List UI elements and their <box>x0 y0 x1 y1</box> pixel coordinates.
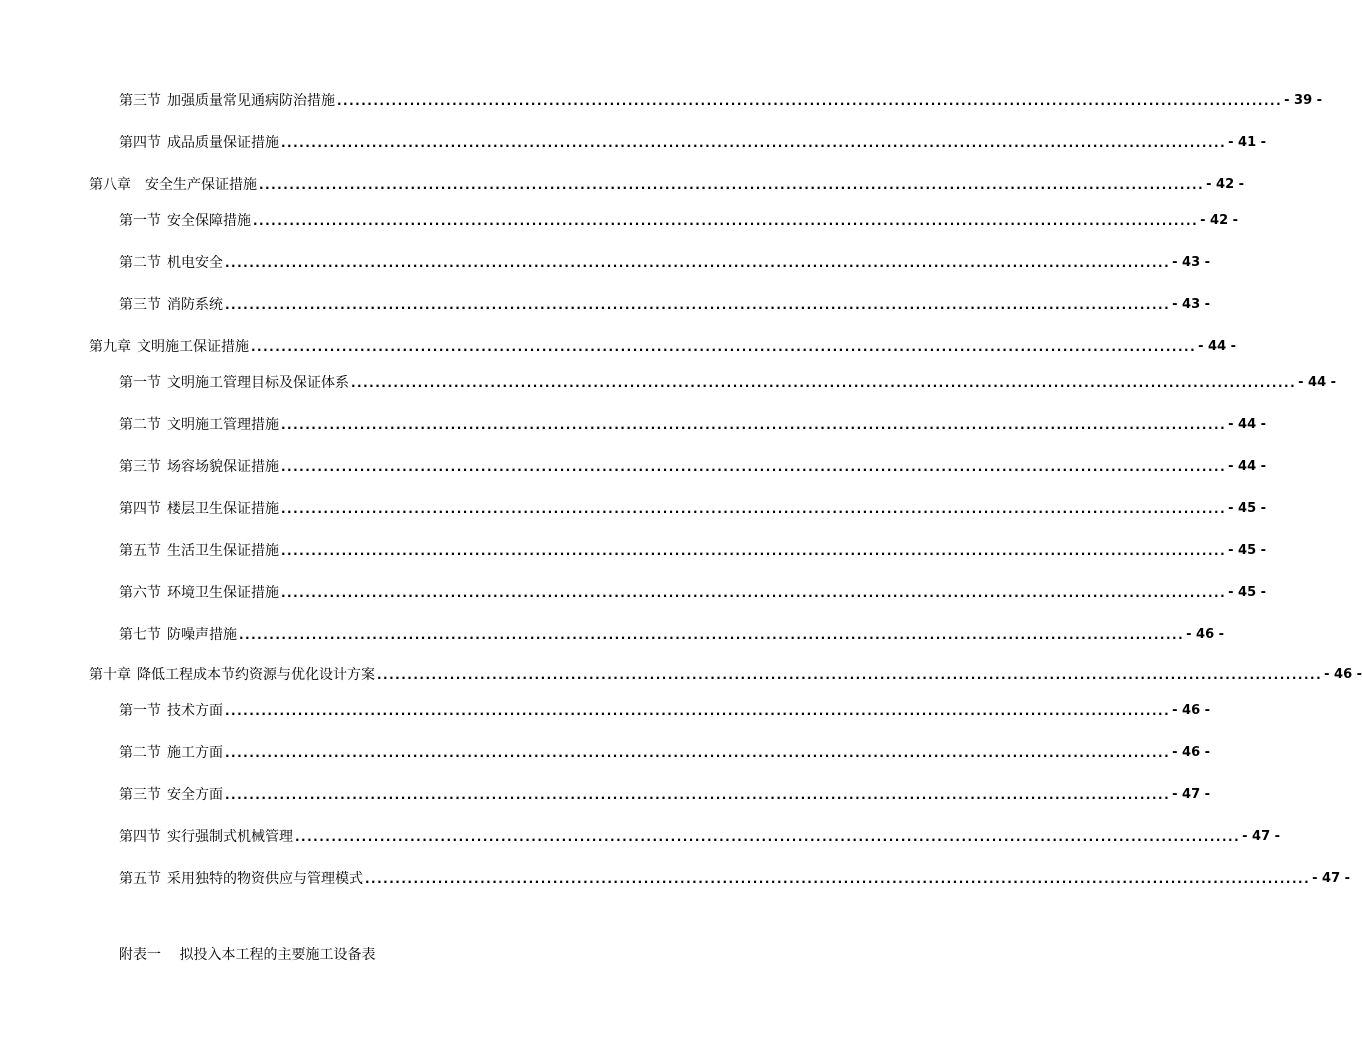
toc-entry-text: 安全生产保证措施 <box>145 177 257 193</box>
toc-entry-number: 第二节 <box>119 745 161 761</box>
toc-entry[interactable] <box>119 536 1267 560</box>
dot-leader: ............................................................................................................................................................ <box>225 746 1171 760</box>
toc-entry-text: 降低工程成本节约资源与优化设计方案 <box>137 667 375 683</box>
toc-entry-page: - 46 - <box>1186 627 1225 642</box>
toc-entry-page: - 46 - <box>1324 667 1362 682</box>
toc-entry-page: - 42 - <box>1200 213 1239 228</box>
toc-entry-number: 第六节 <box>119 585 161 601</box>
toc-entry[interactable] <box>119 696 1211 720</box>
toc-entry[interactable] <box>119 822 1281 846</box>
dot-leader: ............................................................................................................................................................ <box>225 788 1171 802</box>
dot-leader: ............................................................................................................................................................ <box>281 544 1227 558</box>
toc-entry-number: 第三节 <box>119 787 161 803</box>
toc-entry-title <box>119 500 279 518</box>
toc-entry-text: 楼层卫生保证措施 <box>167 501 279 517</box>
dot-leader: ............................................................................................................................................................ <box>281 418 1227 432</box>
toc-entry-number: 第十章 <box>89 667 131 683</box>
toc-entry-number: 第四节 <box>119 829 161 845</box>
dot-leader: ............................................................................................................................................................ <box>251 340 1197 354</box>
dot-leader: ............................................................................................................................................................ <box>377 668 1323 682</box>
appendix-title: 拟投入本工程的主要施工设备表 <box>179 947 376 963</box>
toc-entry[interactable] <box>89 170 1245 194</box>
dot-leader: ............................................................................................................................................................ <box>281 502 1227 516</box>
dot-leader: ............................................................................................................................................................ <box>253 214 1199 228</box>
toc-entry[interactable] <box>89 660 1362 684</box>
toc-entry-page: - 44 - <box>1228 459 1267 474</box>
toc-entry-title <box>119 786 223 804</box>
toc-entry-number: 第三节 <box>119 459 161 475</box>
toc-entry-text: 成品质量保证措施 <box>167 135 279 151</box>
toc-entry-number: 第二节 <box>119 255 161 271</box>
toc-entry[interactable] <box>119 780 1211 804</box>
toc-entry-number: 第四节 <box>119 501 161 517</box>
toc-entry-page: - 43 - <box>1172 297 1211 312</box>
toc-entry[interactable] <box>119 248 1211 272</box>
toc-entry-text: 文明施工管理目标及保证体系 <box>167 375 349 391</box>
toc-entry[interactable] <box>119 368 1337 392</box>
appendix-heading <box>119 944 375 964</box>
toc-entry-number: 第四节 <box>119 135 161 151</box>
appendix-label: 附表一 <box>119 947 161 963</box>
toc-entry-page: - 47 - <box>1242 829 1281 844</box>
toc-entry[interactable] <box>119 206 1239 230</box>
toc-entry-number: 第一节 <box>119 375 161 391</box>
toc-entry[interactable] <box>119 738 1211 762</box>
toc-entry[interactable] <box>89 332 1237 356</box>
toc-entry[interactable] <box>119 452 1267 476</box>
toc-entry-page: - 44 - <box>1198 339 1237 354</box>
toc-entry-title <box>89 338 249 356</box>
dot-leader: ............................................................................................................................................................ <box>351 376 1297 390</box>
toc-entry-title <box>119 458 279 476</box>
toc-entry-page: - 39 - <box>1284 93 1323 108</box>
toc-entry-text: 采用独特的物资供应与管理模式 <box>167 871 363 887</box>
toc-entry-title <box>119 374 349 392</box>
toc-entry-number: 第八章 <box>89 177 131 193</box>
dot-leader: ............................................................................................................................................................ <box>225 298 1171 312</box>
dot-leader: ............................................................................................................................................................ <box>281 460 1227 474</box>
toc-entry-page: - 46 - <box>1172 703 1211 718</box>
toc-entry-number: 第五节 <box>119 871 161 887</box>
toc-entry-number: 第五节 <box>119 543 161 559</box>
dot-leader: ............................................................................................................................................................ <box>281 136 1227 150</box>
dot-leader: ............................................................................................................................................................ <box>365 872 1311 886</box>
toc-entry-number: 第二节 <box>119 417 161 433</box>
toc-entry-number: 第一节 <box>119 213 161 229</box>
toc-entry-page: - 44 - <box>1228 417 1267 432</box>
toc-entry-number: 第七节 <box>119 627 161 643</box>
dot-leader: ............................................................................................................................................................ <box>295 830 1241 844</box>
toc-entry-number: 第三节 <box>119 297 161 313</box>
toc-entry-page: - 44 - <box>1298 375 1337 390</box>
toc-entry-page: - 45 - <box>1228 543 1267 558</box>
toc-entry-page: - 46 - <box>1172 745 1211 760</box>
toc-entry-text: 安全保障措施 <box>167 213 251 229</box>
toc-entry-text: 安全方面 <box>167 787 223 803</box>
toc-entry-title <box>119 828 293 846</box>
toc-entry-title <box>119 254 223 272</box>
toc-entry-title <box>119 744 223 762</box>
toc-entry[interactable] <box>119 86 1323 110</box>
toc-entry[interactable] <box>119 578 1267 602</box>
dot-leader: ............................................................................................................................................................ <box>239 628 1185 642</box>
toc-entry-title <box>119 212 251 230</box>
toc-entry[interactable] <box>119 410 1267 434</box>
toc-entry-title <box>119 584 279 602</box>
toc-entry-text: 文明施工管理措施 <box>167 417 279 433</box>
toc-entry-text: 生活卫生保证措施 <box>167 543 279 559</box>
toc-entry-title <box>89 666 375 684</box>
toc-entry-text: 文明施工保证措施 <box>137 339 249 355</box>
toc-entry-text: 施工方面 <box>167 745 223 761</box>
toc-entry[interactable] <box>119 128 1267 152</box>
toc-entry-title <box>119 542 279 560</box>
toc-entry[interactable] <box>119 494 1267 518</box>
toc-entry[interactable] <box>119 290 1211 314</box>
toc-entry[interactable] <box>119 864 1351 888</box>
toc-entry-title <box>119 870 363 888</box>
toc-entry-page: - 45 - <box>1228 585 1267 600</box>
toc-entry-page: - 42 - <box>1206 177 1245 192</box>
toc-entry-title <box>119 626 237 644</box>
dot-leader: ............................................................................................................................................................ <box>281 586 1227 600</box>
toc-entry-number: 第三节 <box>119 93 161 109</box>
toc-entry-page: - 43 - <box>1172 255 1211 270</box>
toc-entry-number: 第九章 <box>89 339 131 355</box>
dot-leader: ............................................................................................................................................................ <box>259 178 1205 192</box>
toc-entry-page: - 47 - <box>1172 787 1211 802</box>
toc-entry-text: 环境卫生保证措施 <box>167 585 279 601</box>
toc-entry-text: 机电安全 <box>167 255 223 271</box>
toc-entry-text: 消防系统 <box>167 297 223 313</box>
dot-leader: ............................................................................................................................................................ <box>225 256 1171 270</box>
toc-entry-title <box>119 296 223 314</box>
toc-entry-title <box>89 176 257 194</box>
dot-leader: ............................................................................................................................................................ <box>225 704 1171 718</box>
toc-entry-page: - 45 - <box>1228 501 1267 516</box>
toc-entry-title <box>119 416 279 434</box>
toc-entry-text: 实行强制式机械管理 <box>167 829 293 845</box>
toc-entry[interactable] <box>119 620 1225 644</box>
toc-entry-title <box>119 702 223 720</box>
dot-leader: ............................................................................................................................................................ <box>337 94 1283 108</box>
toc-entry-number: 第一节 <box>119 703 161 719</box>
toc-entry-text: 加强质量常见通病防治措施 <box>167 93 335 109</box>
toc-entry-page: - 47 - <box>1312 871 1351 886</box>
toc-entry-text: 场容场貌保证措施 <box>167 459 279 475</box>
toc-entry-text: 技术方面 <box>167 703 223 719</box>
toc-entry-title <box>119 134 279 152</box>
toc-entry-page: - 41 - <box>1228 135 1267 150</box>
toc-entry-title <box>119 92 335 110</box>
toc-entry-text: 防噪声措施 <box>167 627 237 643</box>
